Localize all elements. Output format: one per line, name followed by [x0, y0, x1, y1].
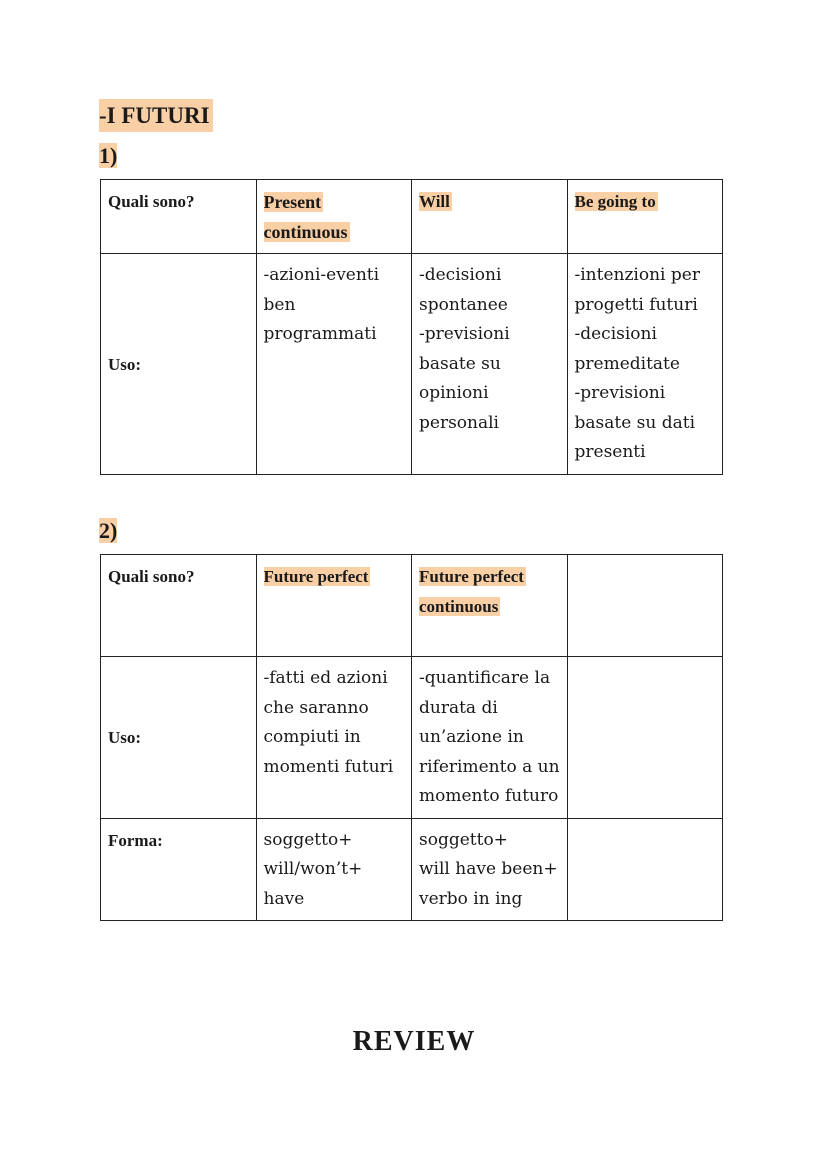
- table-row-uso: [101, 657, 723, 819]
- table-row-forma: [101, 818, 723, 921]
- table-header-row: [101, 555, 723, 657]
- header-cell-quali: Quali sono?: [101, 555, 257, 657]
- cell-uso-will: -decisioni spontanee -previsioni basate su opinioni personali: [412, 254, 568, 475]
- section-number-2-label: 2): [99, 518, 118, 543]
- header-label-be-going-to: Be going to: [574, 192, 656, 211]
- section-number-1-label: 1): [99, 143, 118, 168]
- header-label-will: Will: [419, 192, 450, 211]
- review-heading: REVIEW: [352, 1026, 476, 1057]
- header-cell-be-going-to: [567, 180, 723, 254]
- header-cell-present-continuous: [256, 180, 412, 254]
- row-label-uso: Uso:: [101, 657, 257, 819]
- section-number-1: [99, 140, 117, 171]
- cell-uso-be-going-to: -intenzioni per progetti futuri -decisioni premeditate -previsioni basate su dati presenti: [567, 254, 723, 475]
- cell-uso-future-perfect-continuous: -quantificare la durata di un’azione in riferimento a un momento futuro: [412, 657, 568, 819]
- header-cell-will: [412, 180, 568, 254]
- table-row-uso: [101, 254, 723, 475]
- header-cell-future-perfect-continuous: [412, 555, 568, 657]
- header-label-future-perfect: Future perfect: [263, 567, 369, 586]
- futures-table-2: [100, 554, 723, 921]
- header-label-future-perfect-continuous: Future perfect continuous: [419, 567, 524, 616]
- cell-forma-future-perfect-continuous: soggetto+ will have been+ verbo in ing: [412, 818, 568, 921]
- futures-table-1: [100, 179, 723, 475]
- header-label-present-continuous: Present continuous: [263, 192, 348, 242]
- cell-forma-future-perfect: soggetto+ will/won’t+ have: [256, 818, 412, 921]
- cell-forma-empty: [567, 818, 723, 921]
- header-cell-future-perfect: [256, 555, 412, 657]
- cell-uso-present-continuous: -azioni-eventi ben programmati: [256, 254, 412, 475]
- table-header-row: [101, 180, 723, 254]
- row-label-forma: Forma:: [101, 818, 257, 921]
- cell-uso-future-perfect: -fatti ed azioni che saranno compiuti in momenti futuri: [256, 657, 412, 819]
- row-label-uso: Uso:: [101, 254, 257, 475]
- cell-uso-empty: [567, 657, 723, 819]
- section-number-2: [99, 515, 117, 546]
- header-cell-empty: [567, 555, 723, 657]
- header-cell-quali: Quali sono?: [101, 180, 257, 254]
- page-title: -I FUTURI: [99, 99, 213, 132]
